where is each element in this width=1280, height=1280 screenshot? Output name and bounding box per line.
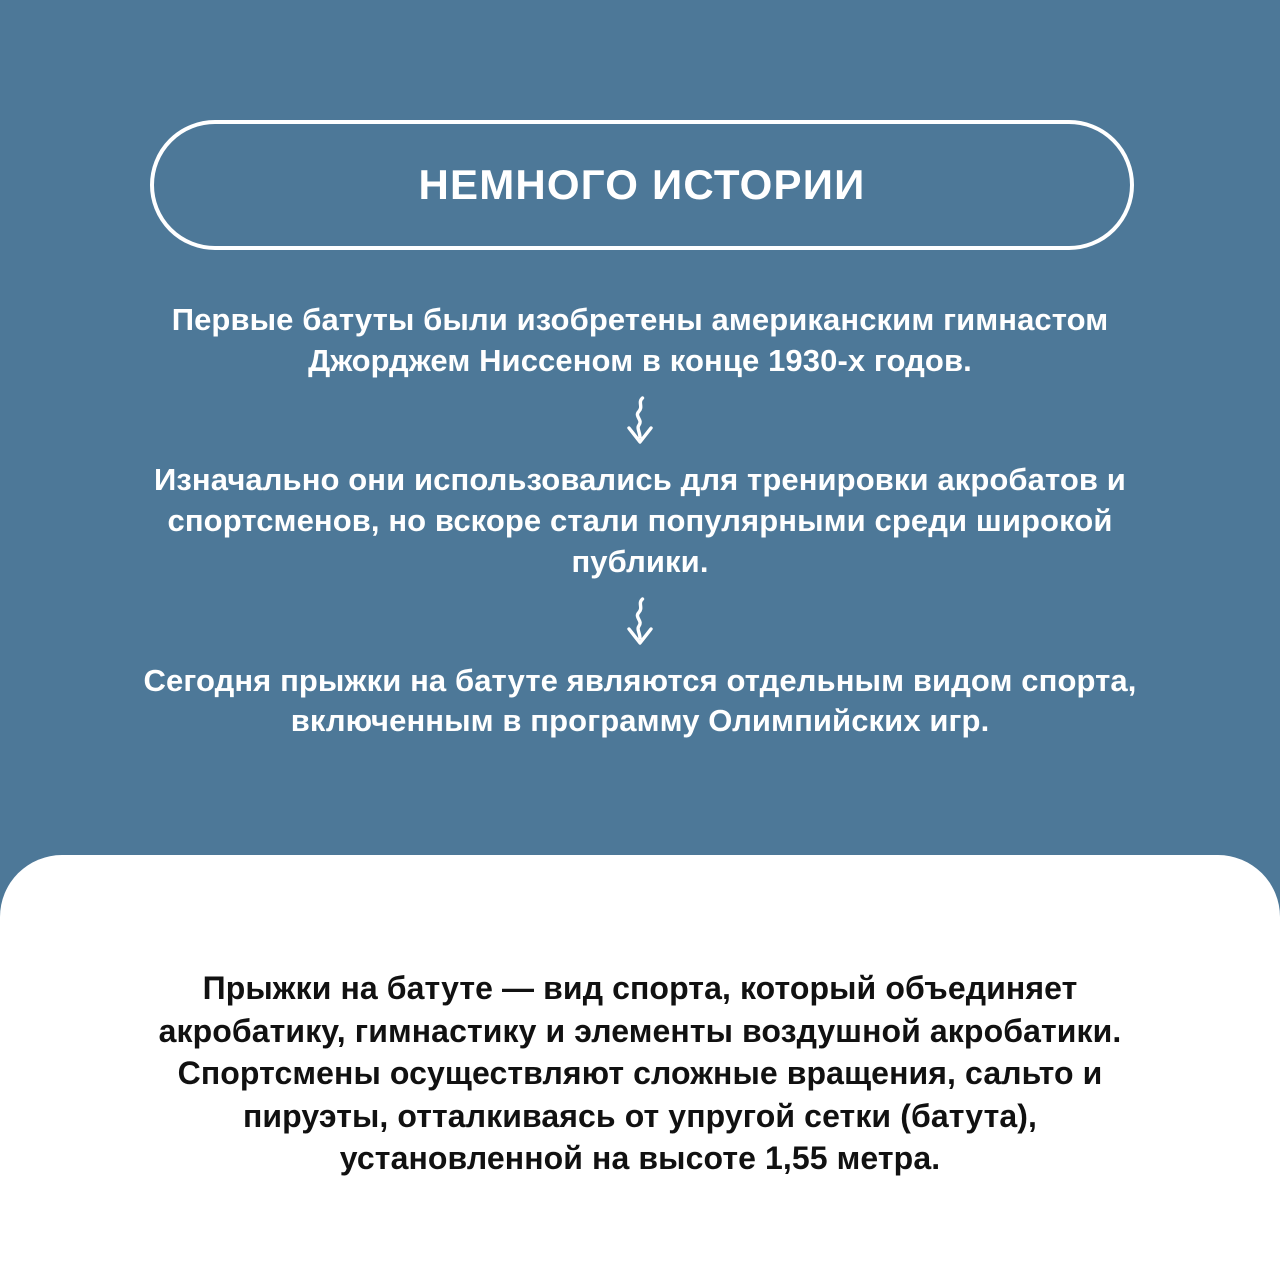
squiggly-down-arrow-icon	[623, 396, 657, 446]
flow-connector-2	[0, 583, 1280, 661]
flow-connector-1	[0, 382, 1280, 460]
title-pill-badge	[150, 120, 1134, 250]
flow-step-1-text: Первые батуты были изобретены американским гимнастом Джорджем Ниссеном в конце 1930-х годов.	[171, 302, 1109, 378]
definition-card-text: Прыжки на батуте — вид спорта, который объединяет акробатику, гимнастику и элементы воздушной акробатики. Спортсмены осуществляют сложные вращения, сальто и пируэты, отталкиваясь от упругой сетки (батута), установленной на высоте 1,55 метра.	[158, 970, 1122, 1177]
definition-card	[0, 855, 1280, 1280]
history-flow	[0, 300, 1280, 742]
flow-step-3-text: Сегодня прыжки на батуте являются отдельным видом спорта, включенным в программу Олимпийских игр.	[143, 662, 1137, 739]
page-title: НЕМНОГО ИСТОРИИ	[418, 160, 866, 208]
flow-step-2-text: Изначально они использовались для тренировки акробатов и спортсменов, но вскоре стали популярными среди широкой публики.	[154, 461, 1126, 579]
squiggly-down-arrow-icon	[623, 597, 657, 647]
